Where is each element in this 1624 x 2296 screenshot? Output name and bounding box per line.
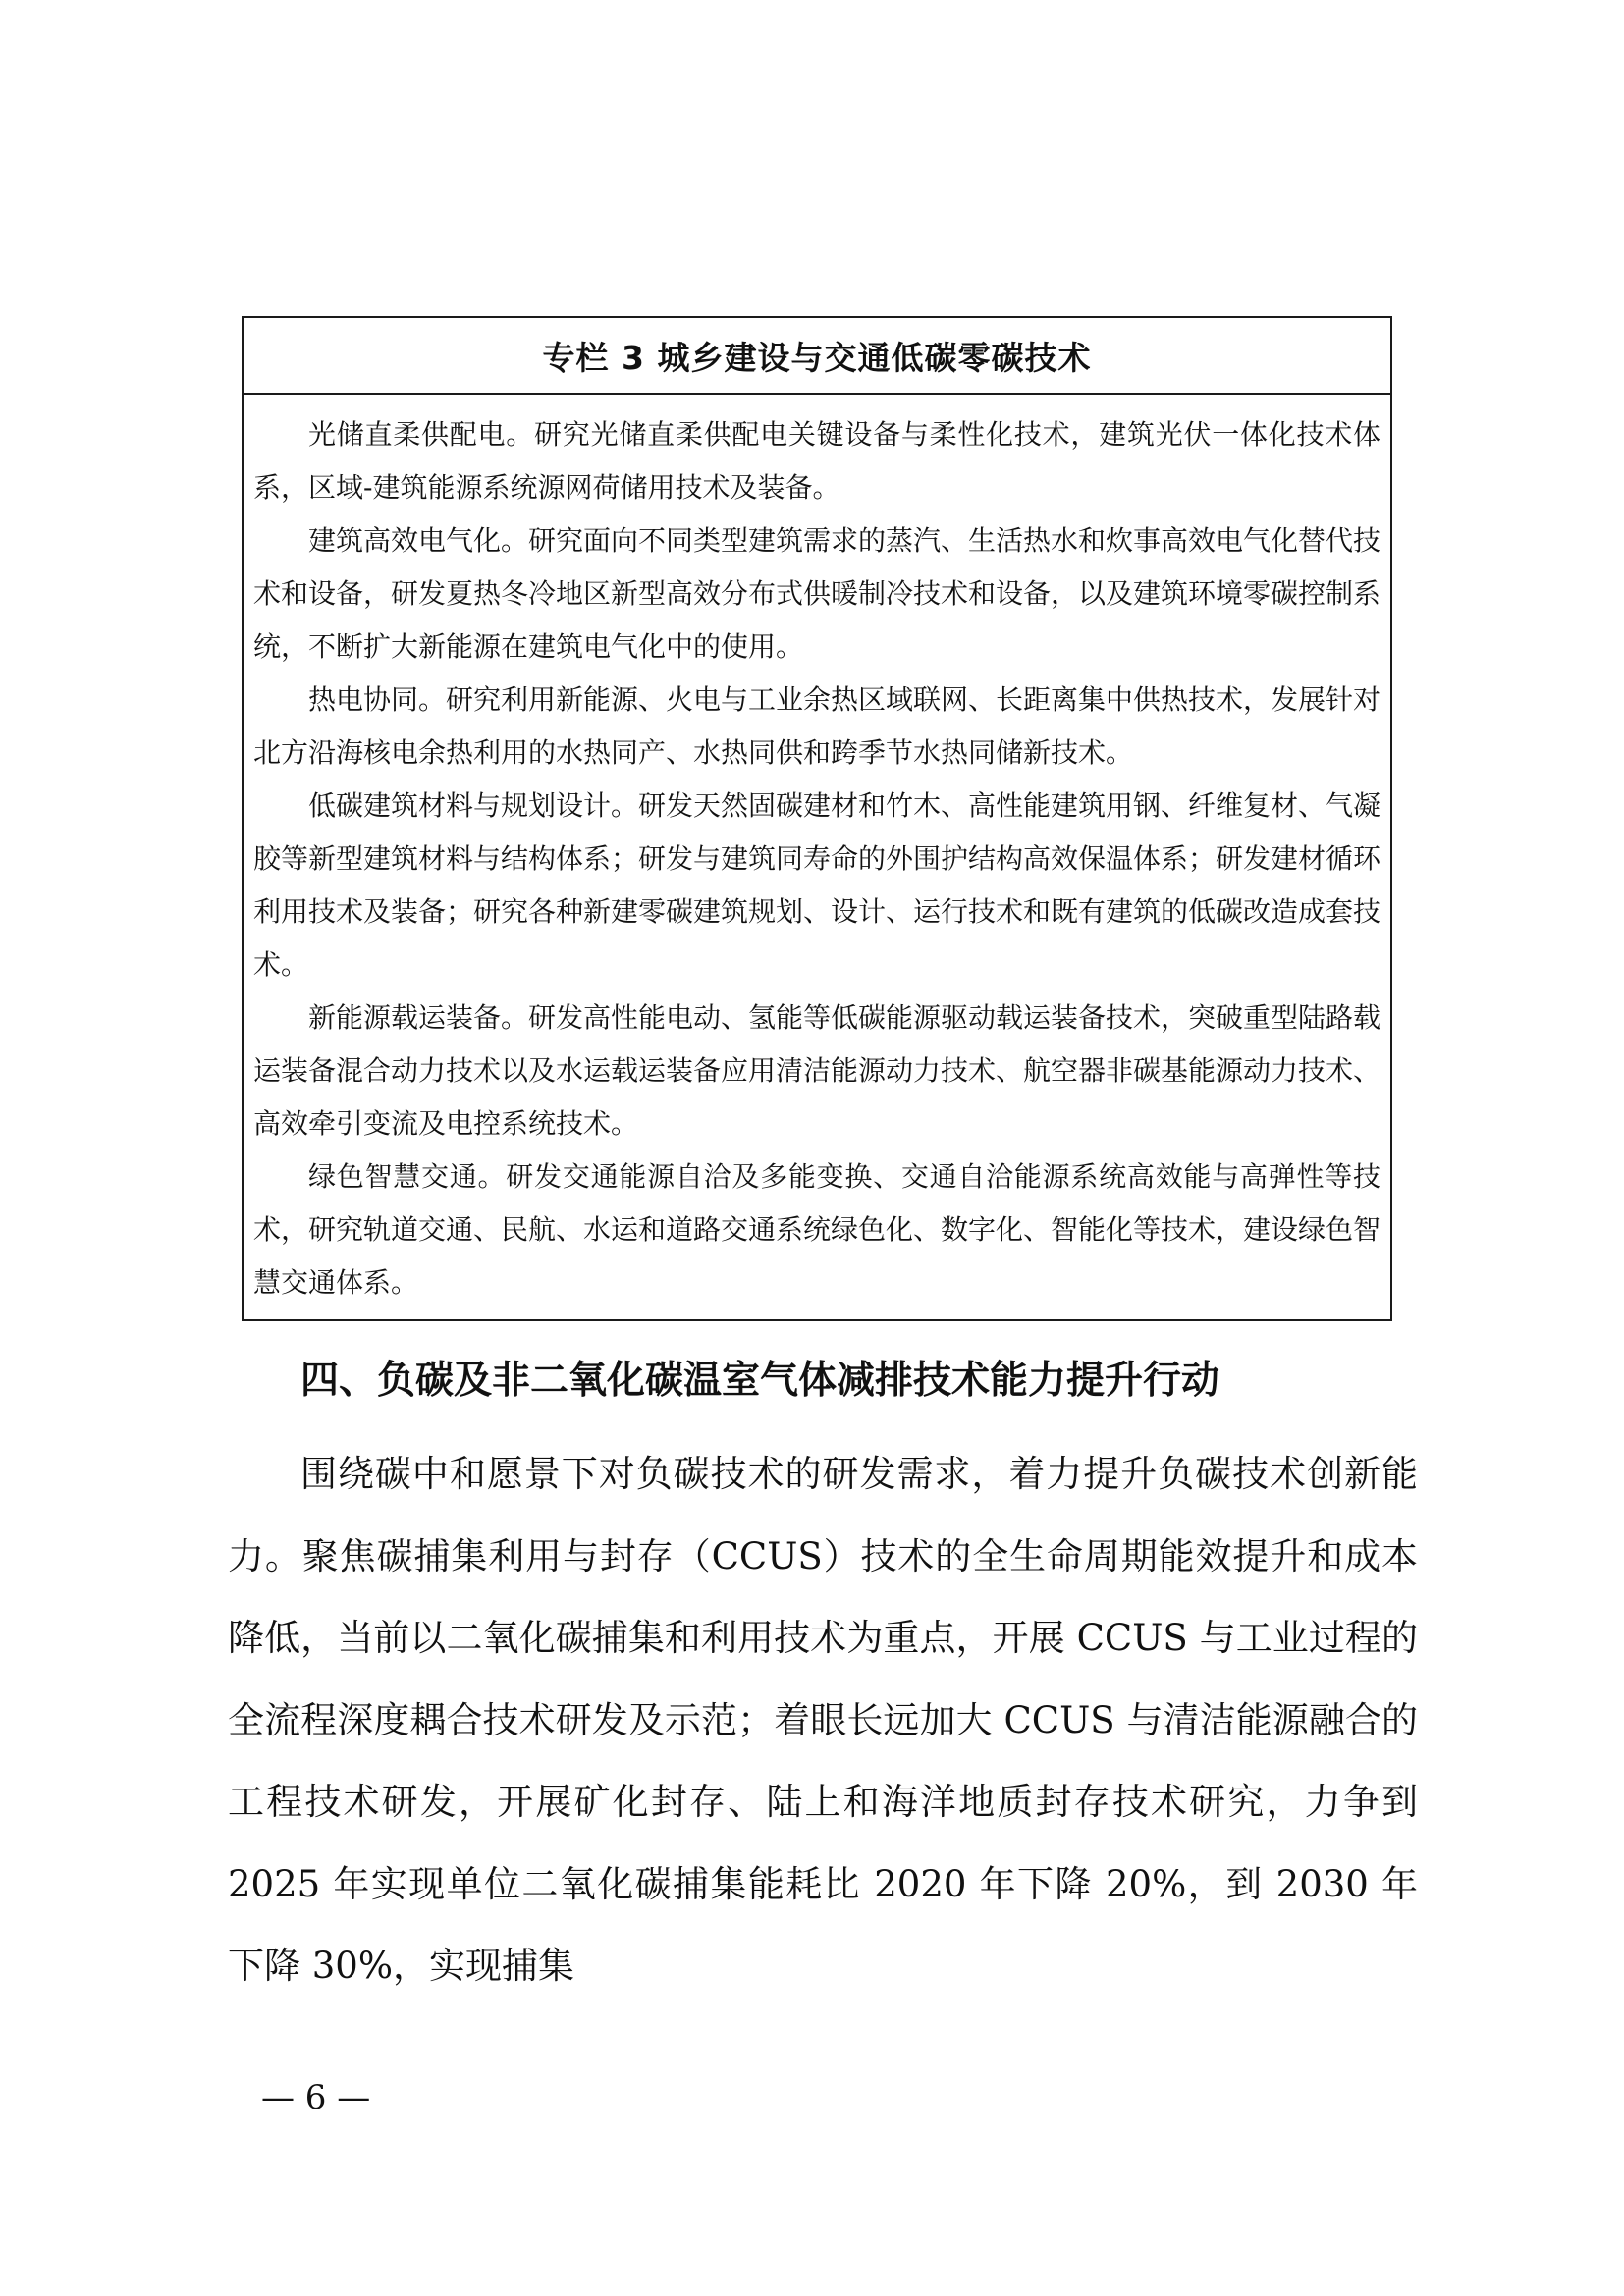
column-title: 专栏 3 城乡建设与交通低碳零碳技术 xyxy=(542,338,1092,377)
column-paragraph-solar-storage: 光储直柔供配电。研究光储直柔供配电关键设备与柔性化技术，建筑光伏一体化技术体系，区域-建筑能源系统源网荷储用技术及装备。 xyxy=(253,418,1380,504)
column-paragraph-building-electrification: 建筑高效电气化。研究面向不同类型建筑需求的蒸汽、生活热水和炊事高效电气化替代技术和设备，研发夏热冬冷地区新型高效分布式供暖制冷技术和设备，以及建筑环境零碳控制系统，不断扩大新能源在建筑电气化中的使用。 xyxy=(253,524,1381,663)
section-body-paragraph: 围绕碳中和愿景下对负碳技术的研发需求，着力提升负碳技术创新能力。聚焦碳捕集利用与封存（CCUS）技术的全生命周期能效提升和成本降低，当前以二氧化碳捕集和利用技术为重点，开展 CCUS 与工业过程的全流程深度耦合技术研发及示范；着眼长远加大 CCUS 与清洁能源融合的工程技术研发，开展矿化封存、陆上和海洋地质封存技术研究，力争到 2025 年实现单位二氧化碳捕集能耗比 2020 年下降 20%，到 2030 年下降 30%，实现捕集 xyxy=(228,1453,1418,1987)
special-column-box xyxy=(242,316,1392,1321)
column-paragraph-green-transport: 绿色智慧交通。研发交通能源自洽及多能变换、交通自洽能源系统高效能与高弹性等技术，研究轨道交通、民航、水运和道路交通系统绿色化、数字化、智能化等技术，建设绿色智慧交通体系。 xyxy=(253,1160,1381,1299)
column-paragraph-new-energy-vehicles: 新能源载运装备。研发高性能电动、氢能等低碳能源驱动载运装备技术，突破重型陆路载运装备混合动力技术以及水运载运装备应用清洁能源动力技术、航空器非碳基能源动力技术、高效牵引变流及电控系统技术。 xyxy=(253,1001,1381,1140)
section-heading: 四、负碳及非二氧化碳温室气体减排技术能力提升行动 xyxy=(300,1359,1220,1403)
column-paragraph-low-carbon-materials: 低碳建筑材料与规划设计。研发天然固碳建材和竹木、高性能建筑用钢、纤维复材、气凝胶等新型建筑材料与结构体系；研发与建筑同寿命的外围护结构高效保温体系；研发建材循环利用技术及装备；研究各种新建零碳建筑规划、设计、运行技术和既有建筑的低碳改造成套技术。 xyxy=(253,789,1381,981)
column-paragraph-heat-power-synergy: 热电协同。研究利用新能源、火电与工业余热区域联网、长距离集中供热技术，发展针对北方沿海核电余热利用的水热同产、水热同供和跨季节水热同储新技术。 xyxy=(253,683,1381,769)
page-number: — 6 — xyxy=(261,2078,371,2117)
column-body xyxy=(244,395,1390,1309)
column-title-row xyxy=(244,318,1390,395)
